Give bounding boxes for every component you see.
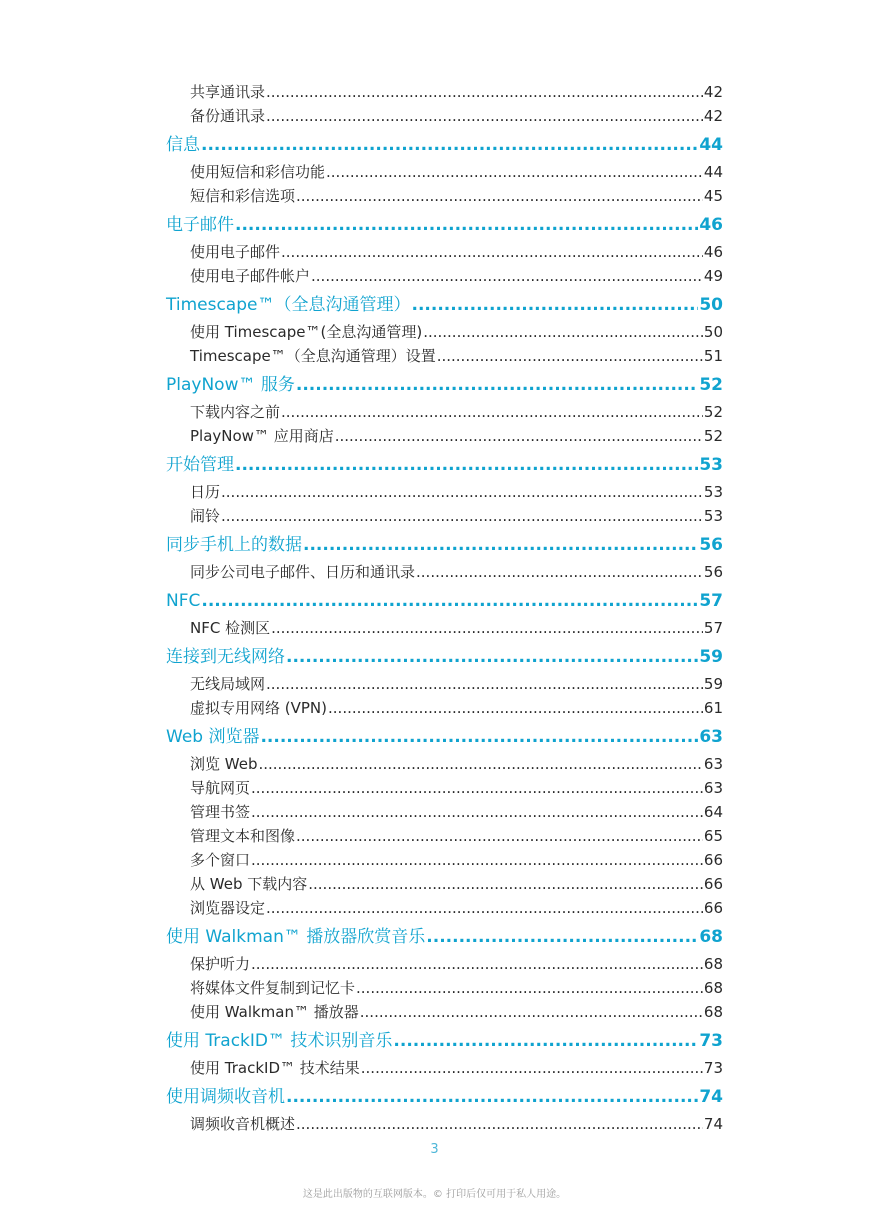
toc-entry-title: 导航网页 — [190, 779, 251, 797]
toc-page-number: 57 — [699, 591, 723, 611]
toc-entry[interactable] — [166, 696, 723, 720]
toc-entry-title: 日历 — [190, 483, 221, 501]
dot-leader — [308, 872, 703, 896]
toc-page-number: 66 — [703, 875, 723, 893]
toc-page-number: 52 — [703, 427, 723, 445]
toc-page-number: 73 — [703, 1059, 723, 1077]
dot-leader — [296, 370, 698, 400]
toc-entry-title: 使用 TrackID™ 技术结果 — [190, 1059, 360, 1077]
toc-entry[interactable] — [166, 616, 723, 640]
toc-entry-title: 使用电子邮件帐户 — [190, 267, 311, 285]
toc-page-number: 52 — [703, 403, 723, 421]
toc-entry-title: 使用电子邮件 — [190, 243, 281, 261]
dot-leader — [221, 480, 703, 504]
dot-leader — [423, 320, 703, 344]
toc-section[interactable] — [166, 1082, 723, 1112]
toc-page-number: 68 — [703, 979, 723, 997]
toc-page-number: 52 — [699, 375, 723, 395]
toc-page-number: 61 — [703, 699, 723, 717]
toc-entry-title: 从 Web 下载内容 — [190, 875, 308, 893]
toc-page-number: 63 — [703, 755, 723, 773]
dot-leader — [296, 184, 703, 208]
toc-page-number: 66 — [703, 899, 723, 917]
dot-leader — [266, 104, 703, 128]
toc-entry-title: Timescape™（全息沟通管理） — [166, 295, 411, 315]
toc-page-number: 53 — [699, 455, 723, 475]
toc-entry-title: 使用 Walkman™ 播放器 — [190, 1003, 359, 1021]
toc-entry-title: 管理文本和图像 — [190, 827, 296, 845]
toc-entry-title: 电子邮件 — [166, 215, 234, 235]
toc-section[interactable] — [166, 130, 723, 160]
toc-page-number: 44 — [699, 135, 723, 155]
toc-page-number: 64 — [703, 803, 723, 821]
toc-entry-title: 信息 — [166, 135, 200, 155]
toc-page-number: 42 — [703, 107, 723, 125]
toc-entry-title: PlayNow™ 服务 — [166, 375, 295, 395]
dot-leader — [437, 344, 703, 368]
dot-leader — [251, 776, 703, 800]
toc-page-number: 68 — [703, 955, 723, 973]
toc-entry-title: Timescape™（全息沟通管理）设置 — [190, 347, 436, 365]
toc-page-number: 56 — [699, 535, 723, 555]
dot-leader — [260, 722, 698, 752]
dot-leader — [328, 696, 703, 720]
toc-entry[interactable] — [166, 80, 723, 104]
toc-entry-title: 同步手机上的数据 — [166, 535, 302, 555]
toc-section[interactable] — [166, 370, 723, 400]
dot-leader — [281, 240, 703, 264]
toc-page-number: 65 — [703, 827, 723, 845]
dot-leader — [251, 952, 703, 976]
toc-entry-title: 使用 Timescape™(全息沟通管理) — [190, 323, 423, 341]
toc-entry-title: 开始管理 — [166, 455, 234, 475]
toc-entry-title: 调频收音机概述 — [190, 1115, 296, 1133]
toc-page-number: 63 — [703, 779, 723, 797]
toc-entry[interactable] — [166, 896, 723, 920]
toc-section[interactable] — [166, 290, 723, 320]
toc-section[interactable] — [166, 450, 723, 480]
dot-leader — [411, 290, 698, 320]
toc-entry[interactable] — [166, 1112, 723, 1136]
toc-entry[interactable] — [166, 952, 723, 976]
toc-entry[interactable] — [166, 800, 723, 824]
toc-page-number: 50 — [699, 295, 723, 315]
toc-entry[interactable] — [166, 424, 723, 448]
dot-leader — [361, 1056, 703, 1080]
toc-page-number: 68 — [703, 1003, 723, 1021]
toc-entry[interactable] — [166, 1000, 723, 1024]
toc-page-number: 66 — [703, 851, 723, 869]
toc-entry[interactable] — [166, 504, 723, 528]
toc-entry-title: PlayNow™ 应用商店 — [190, 427, 334, 445]
toc-entry[interactable] — [166, 480, 723, 504]
toc-entry-title: 虚拟专用网络 (VPN) — [190, 699, 328, 717]
toc-entry-title: 多个窗口 — [190, 851, 251, 869]
dot-leader — [335, 424, 703, 448]
dot-leader — [251, 800, 703, 824]
toc-entry-title: 使用调频收音机 — [166, 1087, 285, 1107]
toc-entry-title: 使用 TrackID™ 技术识别音乐 — [166, 1031, 393, 1051]
dot-leader — [426, 922, 698, 952]
toc-entry[interactable] — [166, 824, 723, 848]
toc-entry-title: 闹铃 — [190, 507, 221, 525]
dot-leader — [221, 504, 703, 528]
dot-leader — [311, 264, 703, 288]
toc-entry[interactable] — [166, 560, 723, 584]
toc-entry[interactable] — [166, 160, 723, 184]
dot-leader — [360, 1000, 703, 1024]
toc-section[interactable] — [166, 922, 723, 952]
toc-entry[interactable] — [166, 976, 723, 1000]
toc-page-number: 53 — [703, 507, 723, 525]
toc-page-number: 42 — [703, 83, 723, 101]
toc-section[interactable] — [166, 210, 723, 240]
toc-page-number: 68 — [699, 927, 723, 947]
dot-leader — [258, 752, 702, 776]
toc-page-number: 45 — [703, 187, 723, 205]
toc-entry-title: Web 浏览器 — [166, 727, 260, 747]
toc-entry-title: 使用 Walkman™ 播放器欣赏音乐 — [166, 927, 426, 947]
toc-page-number: 59 — [703, 675, 723, 693]
toc-entry[interactable] — [166, 776, 723, 800]
toc-entry-title: 下载内容之前 — [190, 403, 281, 421]
dot-leader — [326, 160, 703, 184]
toc-entry[interactable] — [166, 344, 723, 368]
toc-page-number: 74 — [699, 1087, 723, 1107]
toc-page-number: 56 — [703, 563, 723, 581]
dot-leader — [235, 450, 698, 480]
toc-page-number: 63 — [699, 727, 723, 747]
toc-page-number: 57 — [703, 619, 723, 637]
dot-leader — [201, 130, 698, 160]
toc-page-number: 49 — [703, 267, 723, 285]
toc-entry-title: 短信和彩信选项 — [190, 187, 296, 205]
toc-entry-title: 使用短信和彩信功能 — [190, 163, 326, 181]
toc-entry-title: 管理书签 — [190, 803, 251, 821]
toc-entry-title: NFC 检测区 — [190, 619, 271, 637]
toc-entry[interactable] — [166, 752, 723, 776]
dot-leader — [251, 848, 703, 872]
toc-entry-title: 连接到无线网络 — [166, 647, 285, 667]
dot-leader — [296, 824, 703, 848]
toc-section[interactable] — [166, 586, 723, 616]
toc-entry-title: 将媒体文件复制到记忆卡 — [190, 979, 356, 997]
dot-leader — [303, 530, 698, 560]
toc-entry[interactable] — [166, 1056, 723, 1080]
table-of-contents — [166, 80, 723, 1136]
dot-leader — [286, 642, 698, 672]
toc-entry[interactable] — [166, 240, 723, 264]
toc-section[interactable] — [166, 530, 723, 560]
toc-page-number: 74 — [703, 1115, 723, 1133]
toc-entry-title: 备份通讯录 — [190, 107, 266, 125]
dot-leader — [356, 976, 703, 1000]
toc-page-number: 51 — [703, 347, 723, 365]
toc-page-number: 46 — [703, 243, 723, 261]
toc-entry[interactable] — [166, 848, 723, 872]
toc-entry[interactable] — [166, 872, 723, 896]
toc-page-number: 59 — [699, 647, 723, 667]
toc-entry[interactable] — [166, 672, 723, 696]
toc-entry-title: 共享通讯录 — [190, 83, 266, 101]
dot-leader — [266, 672, 703, 696]
toc-entry-title: 保护听力 — [190, 955, 251, 973]
dot-leader — [281, 400, 703, 424]
dot-leader — [201, 586, 698, 616]
toc-page-number: 44 — [703, 163, 723, 181]
dot-leader — [266, 80, 703, 104]
dot-leader — [393, 1026, 698, 1056]
toc-entry-title: 同步公司电子邮件、日历和通讯录 — [190, 563, 416, 581]
dot-leader — [296, 1112, 703, 1136]
dot-leader — [235, 210, 698, 240]
toc-entry[interactable] — [166, 400, 723, 424]
toc-section[interactable] — [166, 642, 723, 672]
dot-leader — [286, 1082, 698, 1112]
dot-leader — [266, 896, 703, 920]
toc-entry-title: 浏览器设定 — [190, 899, 266, 917]
page-number: 3 — [430, 1142, 439, 1157]
toc-entry[interactable] — [166, 104, 723, 128]
toc-entry[interactable] — [166, 320, 723, 344]
footer-notice: 这是此出版物的互联网版本。© 打印后仅可用于私人用途。 — [302, 1189, 567, 1200]
toc-entry-title: 浏览 Web — [190, 755, 258, 773]
dot-leader — [416, 560, 703, 584]
toc-page-number: 53 — [703, 483, 723, 501]
toc-page-number: 73 — [699, 1031, 723, 1051]
toc-page-number: 50 — [703, 323, 723, 341]
toc-entry[interactable] — [166, 264, 723, 288]
toc-entry-title: NFC — [166, 591, 201, 611]
toc-entry[interactable] — [166, 184, 723, 208]
toc-section[interactable] — [166, 722, 723, 752]
toc-page-number: 46 — [699, 215, 723, 235]
toc-entry-title: 无线局域网 — [190, 675, 266, 693]
dot-leader — [271, 616, 703, 640]
toc-section[interactable] — [166, 1026, 723, 1056]
